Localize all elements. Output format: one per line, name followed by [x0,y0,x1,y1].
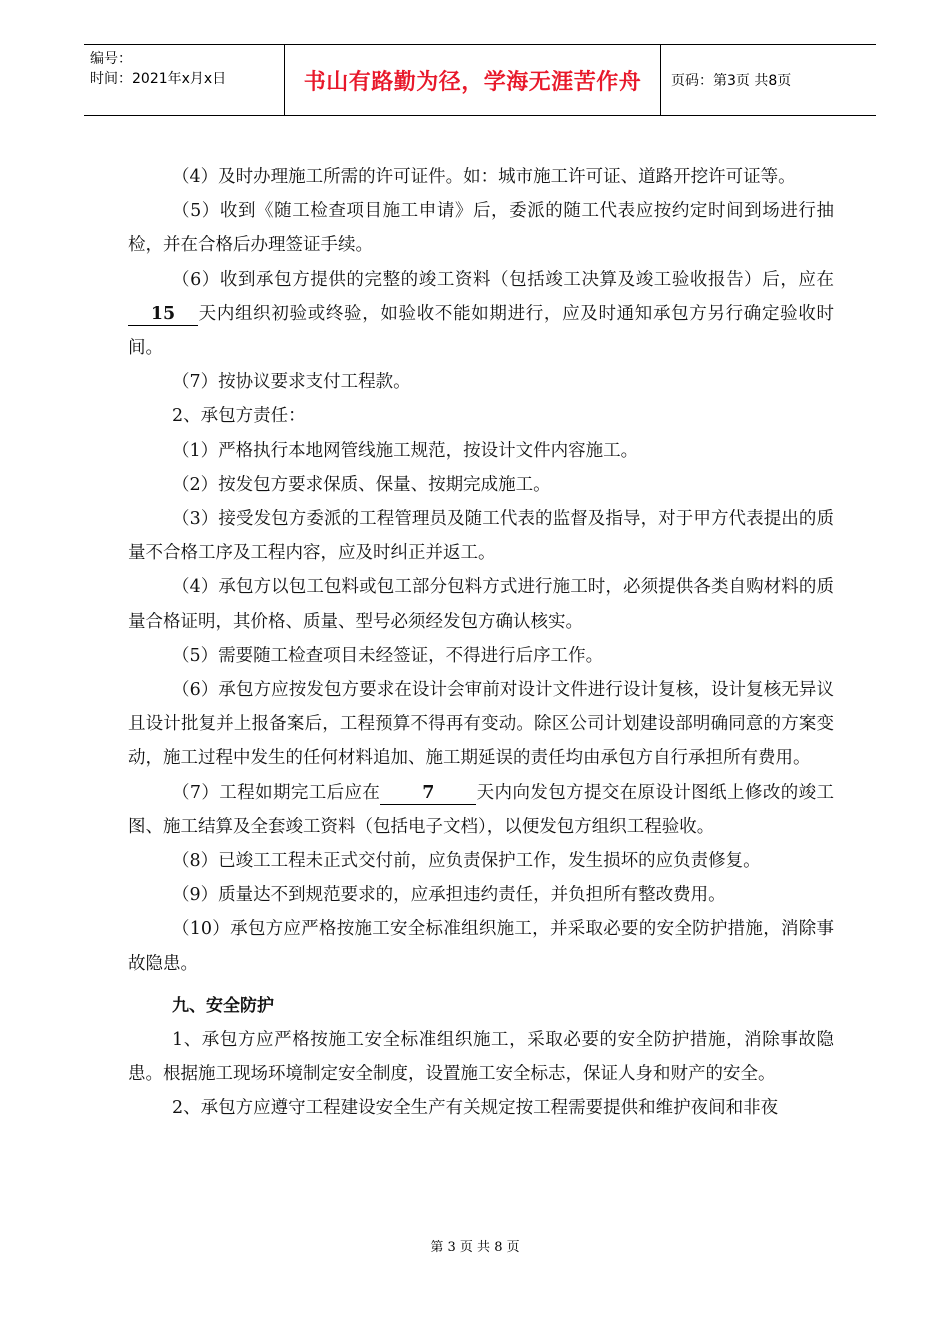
paragraph [128,776,834,844]
paragraph: （8）已竣工工程未正式交付前，应负责保护工作，发生损坏的应负责修复。 [172,851,761,872]
document-time-label: 时间：2021年x月x日 [90,71,227,87]
paragraph: （4）及时办理施工所需的许可证件。如：城市施工许可证、道路开挖许可证等。 [172,167,796,187]
fill-in-days-field: 15 [128,303,198,326]
paragraph: （9）质量达不到规范要求的，应承担违约责任，并负担所有整改费用。 [172,885,726,906]
paragraph-text: （7）工程如期完工后应在 [172,782,381,803]
header-motto: 书山有路勤为径，学海无涯苦作舟 [285,45,661,115]
fill-in-days-field: 7 [380,782,476,805]
paragraph: 2、承包方应遵守工程建设安全生产有关规定按工程需要提供和维护夜间和非夜 [172,1098,779,1119]
document-number-label: 编号： [90,51,132,67]
paragraph: （3）接受发包方委派的工程管理员及随工代表的监督及指导，对于甲方代表提出的质量不合格工序及工程内容，应及时纠正并返工。 [128,509,834,564]
paragraph: （4）承包方以包工包料或包工部分包料方式进行施工时，必须提供各类自购材料的质量合格证明，其价格、质量、型号必须经发包方确认核实。 [128,577,834,632]
page-footer: 第 3 页 共 8 页 [430,1240,520,1255]
header-meta [84,45,285,115]
paragraph [128,263,834,366]
header-page-info: 页码：第3页 共8页 [671,73,792,89]
subsection-heading: 2、承包方责任： [172,406,306,427]
paragraph: （6）承包方应按发包方要求在设计会审前对设计文件进行设计复核，设计复核无异议且设计批复并上报备案后，工程预算不得再有变动。除区公司计划建设部明确同意的方案变动，施工过程中发生的任何材料追加、施工期延误的责任均由承包方自行承担所有费用。 [128,680,834,769]
section-heading: 九、安全防护 [172,995,274,1016]
paragraph: （2）按发包方要求保质、保量、按期完成施工。 [172,474,551,495]
paragraph-text: （6）收到承包方提供的完整的竣工资料（包括竣工决算及竣工验收报告）后，应在 [172,269,834,290]
paragraph: （1）严格执行本地网管线施工规范，按设计文件内容施工。 [172,440,639,461]
paragraph-text: 天内向发包方提交在原设计图纸上修改的竣工图、施工结算及全套竣工资料（包括电子文档），以便发包方组织工程验收。 [128,782,835,837]
paragraph-text: 天内组织初验或终验，如验收不能如期进行，应及时通知承包方另行确定验收时间。 [128,303,834,359]
paragraph: （5）需要随工检查项目未经签证，不得进行后序工作。 [172,645,604,666]
paragraph: （7）按协议要求支付工程款。 [172,372,411,393]
document-body [128,160,834,1125]
paragraph: （5）收到《随工检查项目施工申请》后，委派的随工代表应按约定时间到场进行抽检，并在合格后办理签证手续。 [128,201,834,256]
paragraph: 1、承包方应严格按施工安全标准组织施工，采取必要的安全防护措施，消除事故隐患。根据施工现场环境制定安全制度，设置施工安全标志，保证人身和财产的安全。 [128,1029,834,1085]
page-header [84,44,876,116]
paragraph: （10）承包方应严格按施工安全标准组织施工，并采取必要的安全防护措施，消除事故隐患。 [128,919,834,974]
